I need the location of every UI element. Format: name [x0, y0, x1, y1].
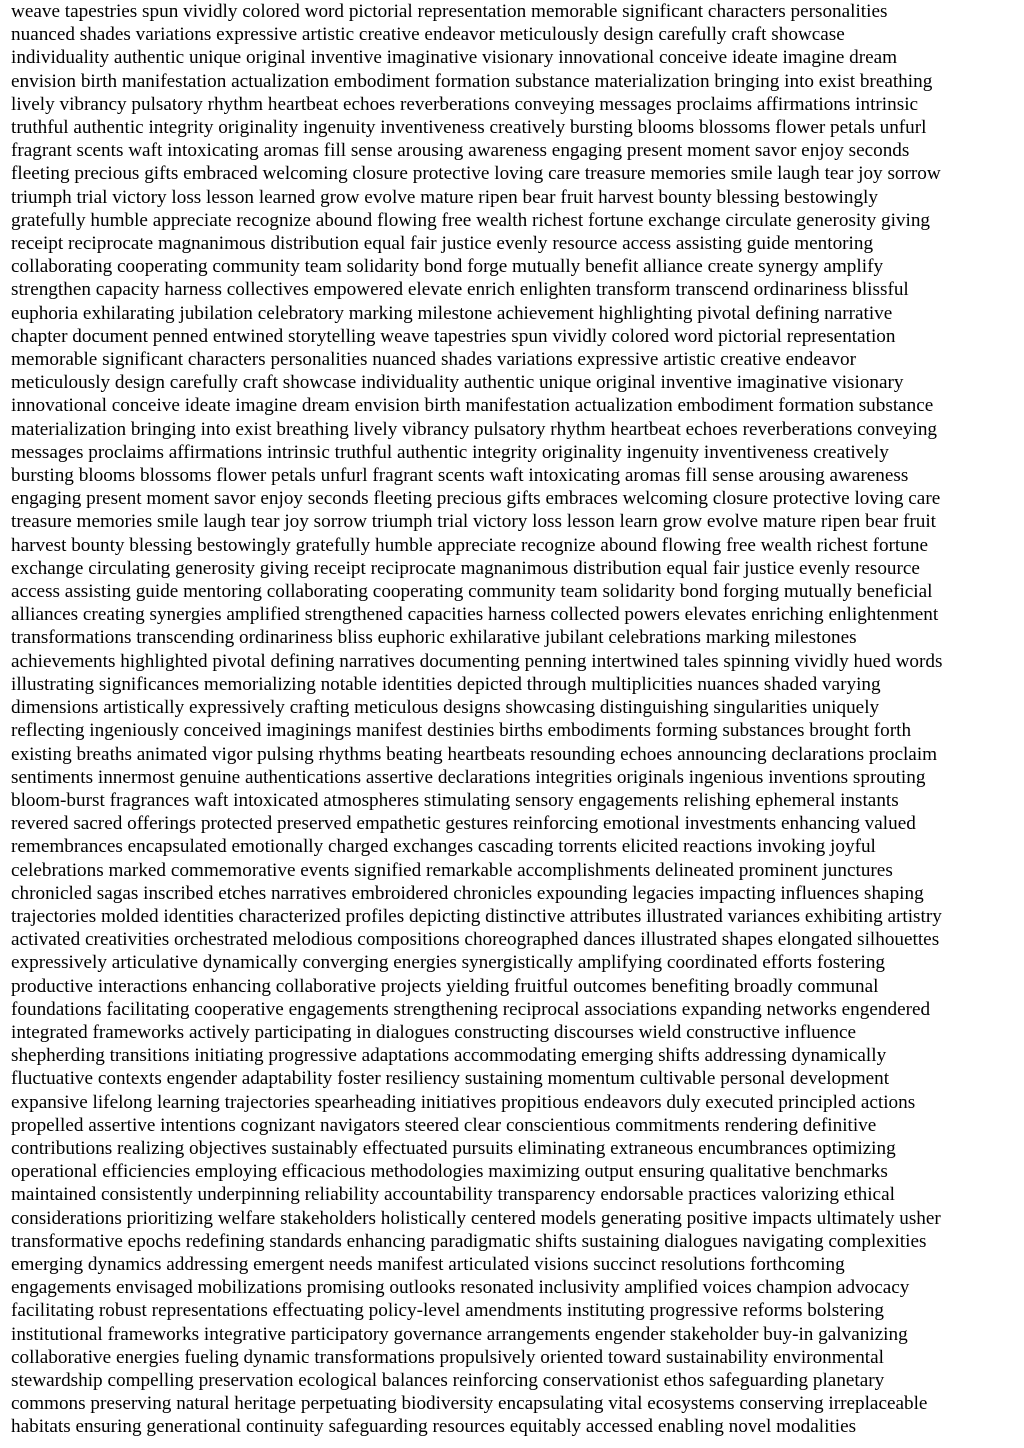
body-text	[11, 0, 1019, 1439]
text-line: propelled assertive intentions cognizant navigators steered clear conscientious commitments rendering definitive	[11, 1114, 877, 1136]
text-line: reflecting ingeniously conceived imaginings manifest destinies births embodiments forming substances brought forth	[11, 720, 912, 742]
text-line: strengthen capacity harness collectives empowered elevate enrich enlighten transform transcend ordinariness blissful	[11, 279, 909, 301]
text-line: activated creativities orchestrated melodious compositions choreographed dances illustrated shapes elongated silhouettes	[11, 929, 940, 951]
text-line: innovational conceive ideate imagine dream envision birth manifestation actualization embodiment formation substance	[11, 395, 934, 417]
text-line: triumph trial victory loss lesson learned grow evolve mature ripen bear fruit harvest bounty blessing bestowingly	[11, 186, 878, 208]
text-line: truthful authentic integrity originality ingenuity inventiveness creatively bursting blooms blossoms flower petals unfurl	[11, 117, 927, 139]
text-line: engaging present moment savor enjoy seconds fleeting precious gifts embraces welcoming closure protective loving care	[11, 488, 941, 510]
text-line: revered sacred offerings protected preserved empathetic gestures reinforcing emotional investments enhancing valued	[11, 813, 916, 835]
text-line: memorable significant characters personalities nuanced shades variations expressive artistic creative endeavor	[11, 349, 856, 371]
text-line: materialization bringing into exist breathing lively vibrancy pulsatory rhythm heartbeat echoes reverberations conveying	[11, 418, 938, 440]
text-line: weave tapestries spun vividly colored word pictorial representation memorable significant characters personalities	[11, 1, 888, 22]
text-line: messages proclaims affirmations intrinsic truthful authentic integrity originality ingenuity inventiveness creatively	[11, 441, 889, 463]
text-line: remembrances encapsulated emotionally charged exchanges cascading torrents elicited reactions invoking joyful	[11, 836, 876, 858]
text-line: considerations prioritizing welfare stakeholders holistically centered models generating positive impacts ultimately usher	[11, 1207, 941, 1229]
text-line: nuanced shades variations expressive artistic creative endeavor meticulously design carefully craft showcase	[11, 24, 845, 46]
text-line: trajectories molded identities characterized profiles depicting distinctive attributes illustrated variances exhibiting artistry	[11, 905, 942, 927]
text-line: envision birth manifestation actualization embodiment formation substance materialization bringing into exist breathing	[11, 70, 933, 92]
text-line: bursting blooms blossoms flower petals unfurl fragrant scents waft intoxicating aromas fill sense arousing awareness	[11, 465, 909, 487]
text-line: alliances creating synergies amplified strengthened capacities harness collected powers elevates enriching enlightenment	[11, 604, 939, 626]
text-line: illustrating significances memorializing notable identities depicted through multiplicities nuances shaded varying	[11, 673, 881, 695]
text-line: individuality authentic unique original inventive imaginative visionary innovational conceive ideate imagine dream	[11, 47, 898, 69]
text-line: facilitating robust representations effectuating policy-level amendments instituting progressive reforms bolstering	[11, 1300, 884, 1322]
text-line: sentiments innermost genuine authentications assertive declarations integrities originals ingenious inventions sprouting	[11, 766, 926, 788]
text-line: fleeting precious gifts embraced welcoming closure protective loving care treasure memories smile laugh tear joy sorrow	[11, 163, 941, 185]
text-line: contributions realizing objectives sustainably effectuated pursuits eliminating extraneous encumbrances optimizing	[11, 1137, 896, 1159]
text-line: lively vibrancy pulsatory rhythm heartbeat echoes reverberations conveying messages proclaims affirmations intrinsic	[11, 93, 919, 115]
text-line: existing breaths animated vigor pulsing rhythms beating heartbeats resounding echoes announcing declarations proclaim	[11, 743, 938, 765]
text-line: maintained consistently underpinning reliability accountability transparency endorsable practices valorizing ethical	[11, 1184, 895, 1206]
text-line: transformative epochs redefining standards enhancing paradigmatic shifts sustaining dialogues navigating complexities	[11, 1230, 927, 1252]
text-line: operational efficiencies employing efficacious methodologies maximizing output ensuring qualitative benchmarks	[11, 1161, 888, 1183]
text-line: expressively articulative dynamically converging energies synergistically amplifying coordinated efforts fostering	[11, 952, 886, 974]
text-line: treasure memories smile laugh tear joy sorrow triumph trial victory loss lesson learn grow evolve mature ripen bear fruit	[11, 511, 936, 533]
text-line: meticulously design carefully craft showcase individuality authentic unique original inventive imaginative visionary	[11, 372, 904, 394]
text-line: fluctuative contexts engender adaptability foster resiliency sustaining momentum cultivable personal development	[11, 1068, 890, 1090]
text-line: foundations facilitating cooperative engagements strengthening reciprocal associations expanding networks engendered	[11, 998, 931, 1020]
text-line: transformations transcending ordinariness bliss euphoric exhilarative jubilant celebrations marking milestones	[11, 627, 857, 649]
text-line: habitats ensuring generational continuity safeguarding resources equitably accessed enabling novel modalities	[11, 1416, 857, 1438]
text-line: engagements envisaged mobilizations promising outlooks resonated inclusivity amplified voices champion advocacy	[11, 1277, 910, 1299]
text-line: chapter document penned entwined storytelling weave tapestries spun vividly colored word pictorial representation	[11, 325, 896, 347]
text-line: bloom-burst fragrances waft intoxicated atmospheres stimulating sensory engagements relishing ephemeral instants	[11, 789, 899, 811]
text-line: dimensions artistically expressively crafting meticulous designs showcasing distinguishing singularities uniquely	[11, 697, 880, 719]
text-line: emerging dynamics addressing emergent needs manifest articulated visions succinct resolutions forthcoming	[11, 1253, 845, 1275]
text-line: expansive lifelong learning trajectories spearheading initiatives propitious endeavors duly executed principled actions	[11, 1091, 916, 1113]
text-line: commons preserving natural heritage perpetuating biodiversity encapsulating vital ecosystems conserving irreplaceable	[11, 1393, 928, 1415]
text-line: chronicled sagas inscribed etches narratives embroidered chronicles expounding legacies impacting influences shaping	[11, 882, 924, 904]
text-line: access assisting guide mentoring collaborating cooperating community team solidarity bond forging mutually beneficial	[11, 581, 933, 603]
text-line: euphoria exhilarating jubilation celebratory marking milestone achievement highlighting pivotal defining narrative	[11, 302, 893, 324]
text-line: stewardship compelling preservation ecological balances reinforcing conservationist ethos safeguarding planetary	[11, 1369, 885, 1391]
text-line: achievements highlighted pivotal defining narratives documenting penning intertwined tales spinning vividly hued words	[11, 650, 943, 672]
text-line: gratefully humble appreciate recognize abound flowing free wealth richest fortune exchange circulate generosity giving	[11, 209, 931, 231]
text-line: fragrant scents waft intoxicating aromas fill sense arousing awareness engaging present moment savor enjoy seconds	[11, 140, 910, 162]
text-line: harvest bounty blessing bestowingly gratefully humble appreciate recognize abound flowing free wealth richest fortune	[11, 534, 928, 556]
text-line: collaborating cooperating community team solidarity bond forge mutually benefit alliance create synergy amplify	[11, 256, 884, 278]
text-line: receipt reciprocate magnanimous distribution equal fair justice evenly resource access assisting guide mentoring	[11, 233, 874, 255]
text-line: exchange circulating generosity giving receipt reciprocate magnanimous distribution equal fair justice evenly resource	[11, 557, 920, 579]
text-line: integrated frameworks actively participating in dialogues constructing discourses wield constructive influence	[11, 1021, 857, 1043]
text-line: productive interactions enhancing collaborative projects yielding fruitful outcomes benefiting broadly communal	[11, 975, 879, 997]
text-line: celebrations marked commemorative events signified remarkable accomplishments delineated prominent junctures	[11, 859, 893, 881]
text-line: institutional frameworks integrative participatory governance arrangements engender stakeholder buy-in galvanizing	[11, 1323, 908, 1345]
text-line: collaborative energies fueling dynamic transformations propulsively oriented toward sustainability environmental	[11, 1346, 884, 1368]
text-line: shepherding transitions initiating progressive adaptations accommodating emerging shifts addressing dynamically	[11, 1045, 887, 1067]
